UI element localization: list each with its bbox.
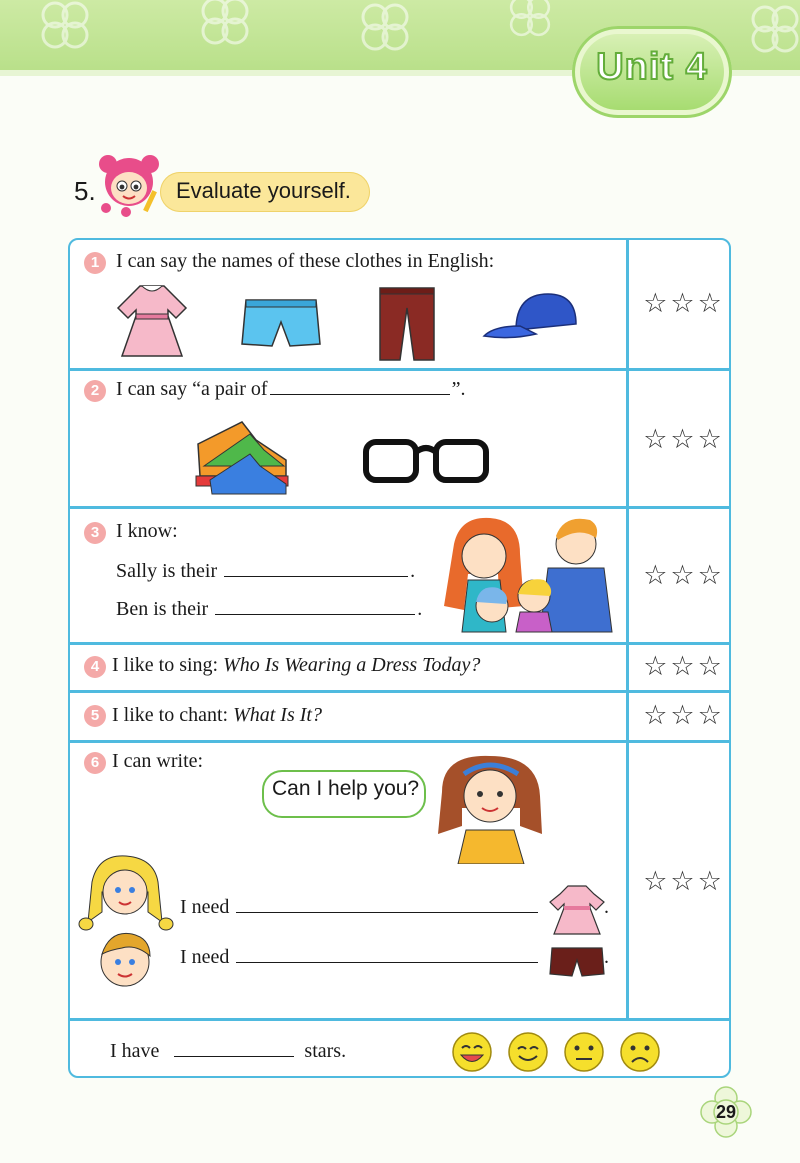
row-4-label: I like to sing: bbox=[112, 654, 219, 676]
row-3-line-1 bbox=[116, 560, 415, 583]
blank-line[interactable] bbox=[215, 614, 415, 615]
row-2-text-after: ”. bbox=[451, 378, 466, 400]
row-divider bbox=[70, 740, 729, 743]
shorts-icon bbox=[548, 946, 606, 978]
row-number-6: 6 bbox=[84, 752, 106, 774]
clover-icon bbox=[500, 0, 560, 46]
period: . bbox=[410, 560, 416, 582]
row-5-text bbox=[112, 704, 322, 727]
row-5-label: I like to chant: bbox=[112, 704, 229, 726]
smiling-face-icon[interactable] bbox=[506, 1030, 550, 1074]
row-number-4: 4 bbox=[84, 656, 106, 678]
task-title: Evaluate yourself. bbox=[176, 178, 351, 203]
rating-stars-5[interactable]: ☆☆☆ bbox=[643, 700, 725, 731]
unit-label: Unit 4 bbox=[596, 46, 708, 88]
neutral-face-icon[interactable] bbox=[562, 1030, 606, 1074]
row-3-text: I know: bbox=[116, 520, 178, 542]
sally-label: Sally is their bbox=[116, 560, 218, 582]
family-illustration bbox=[440, 514, 620, 634]
chant-title: What Is It? bbox=[233, 704, 322, 726]
row-number-3: 3 bbox=[84, 522, 106, 544]
row-divider bbox=[70, 642, 729, 645]
row-divider bbox=[70, 1018, 729, 1021]
shorts-icon bbox=[240, 294, 322, 350]
need-label-1: I need bbox=[180, 896, 230, 918]
row-number-1: 1 bbox=[84, 252, 106, 274]
row-divider bbox=[70, 690, 729, 693]
rating-stars-6[interactable]: ☆☆☆ bbox=[643, 866, 725, 897]
row-4-text bbox=[112, 654, 480, 677]
sad-face-icon[interactable] bbox=[618, 1030, 662, 1074]
row-2-text-before: I can say “a pair of bbox=[116, 378, 268, 400]
mascot-icon bbox=[96, 150, 166, 220]
task-number: 5. bbox=[74, 176, 96, 206]
blank-line[interactable] bbox=[174, 1056, 294, 1057]
period: . bbox=[604, 946, 609, 968]
stars-label: stars. bbox=[304, 1040, 347, 1062]
clover-icon bbox=[740, 0, 800, 64]
row-number-5: 5 bbox=[84, 705, 106, 727]
rating-stars-1[interactable]: ☆☆☆ bbox=[643, 288, 725, 319]
rating-stars-3[interactable]: ☆☆☆ bbox=[643, 560, 725, 591]
total-line bbox=[110, 1040, 346, 1063]
need-line-1 bbox=[180, 896, 540, 919]
row-2-text bbox=[116, 378, 465, 401]
blank-line[interactable] bbox=[224, 576, 408, 577]
cap-icon bbox=[480, 290, 580, 342]
rating-column-divider bbox=[626, 240, 629, 1018]
boy-face-icon bbox=[92, 928, 158, 990]
clover-icon bbox=[30, 0, 100, 60]
dress-icon bbox=[548, 884, 606, 936]
row-3-line-2 bbox=[116, 598, 422, 621]
need-label-2: I need bbox=[180, 946, 230, 968]
song-title: Who Is Wearing a Dress Today? bbox=[223, 654, 481, 676]
row-6-text: I can write: bbox=[112, 750, 204, 772]
rating-stars-4[interactable]: ☆☆☆ bbox=[643, 651, 725, 682]
sneakers-icon bbox=[190, 414, 290, 498]
blank-line[interactable] bbox=[270, 394, 450, 395]
row-divider bbox=[70, 506, 729, 509]
blank-line[interactable] bbox=[236, 912, 538, 913]
ben-label: Ben is their bbox=[116, 598, 209, 620]
period: . bbox=[604, 896, 609, 918]
laughing-face-icon[interactable] bbox=[450, 1030, 494, 1074]
glasses-icon bbox=[360, 436, 492, 488]
row-divider bbox=[70, 368, 729, 371]
row-1-text: I can say the names of these clothes in English: bbox=[116, 250, 495, 272]
row-number-2: 2 bbox=[84, 380, 106, 402]
shop-assistant-illustration bbox=[432, 752, 550, 864]
page-number: 29 bbox=[715, 1102, 737, 1122]
clover-icon bbox=[350, 0, 420, 62]
dress-icon bbox=[112, 282, 192, 360]
girl-face-icon bbox=[74, 852, 178, 932]
blank-line[interactable] bbox=[236, 962, 538, 963]
period: . bbox=[417, 598, 423, 620]
clover-icon bbox=[190, 0, 260, 56]
need-line-2 bbox=[180, 946, 540, 969]
rating-stars-2[interactable]: ☆☆☆ bbox=[643, 424, 725, 455]
speech-bubble-text: Can I help you? bbox=[272, 777, 420, 800]
trousers-icon bbox=[376, 284, 438, 362]
have-label: I have bbox=[110, 1040, 160, 1062]
